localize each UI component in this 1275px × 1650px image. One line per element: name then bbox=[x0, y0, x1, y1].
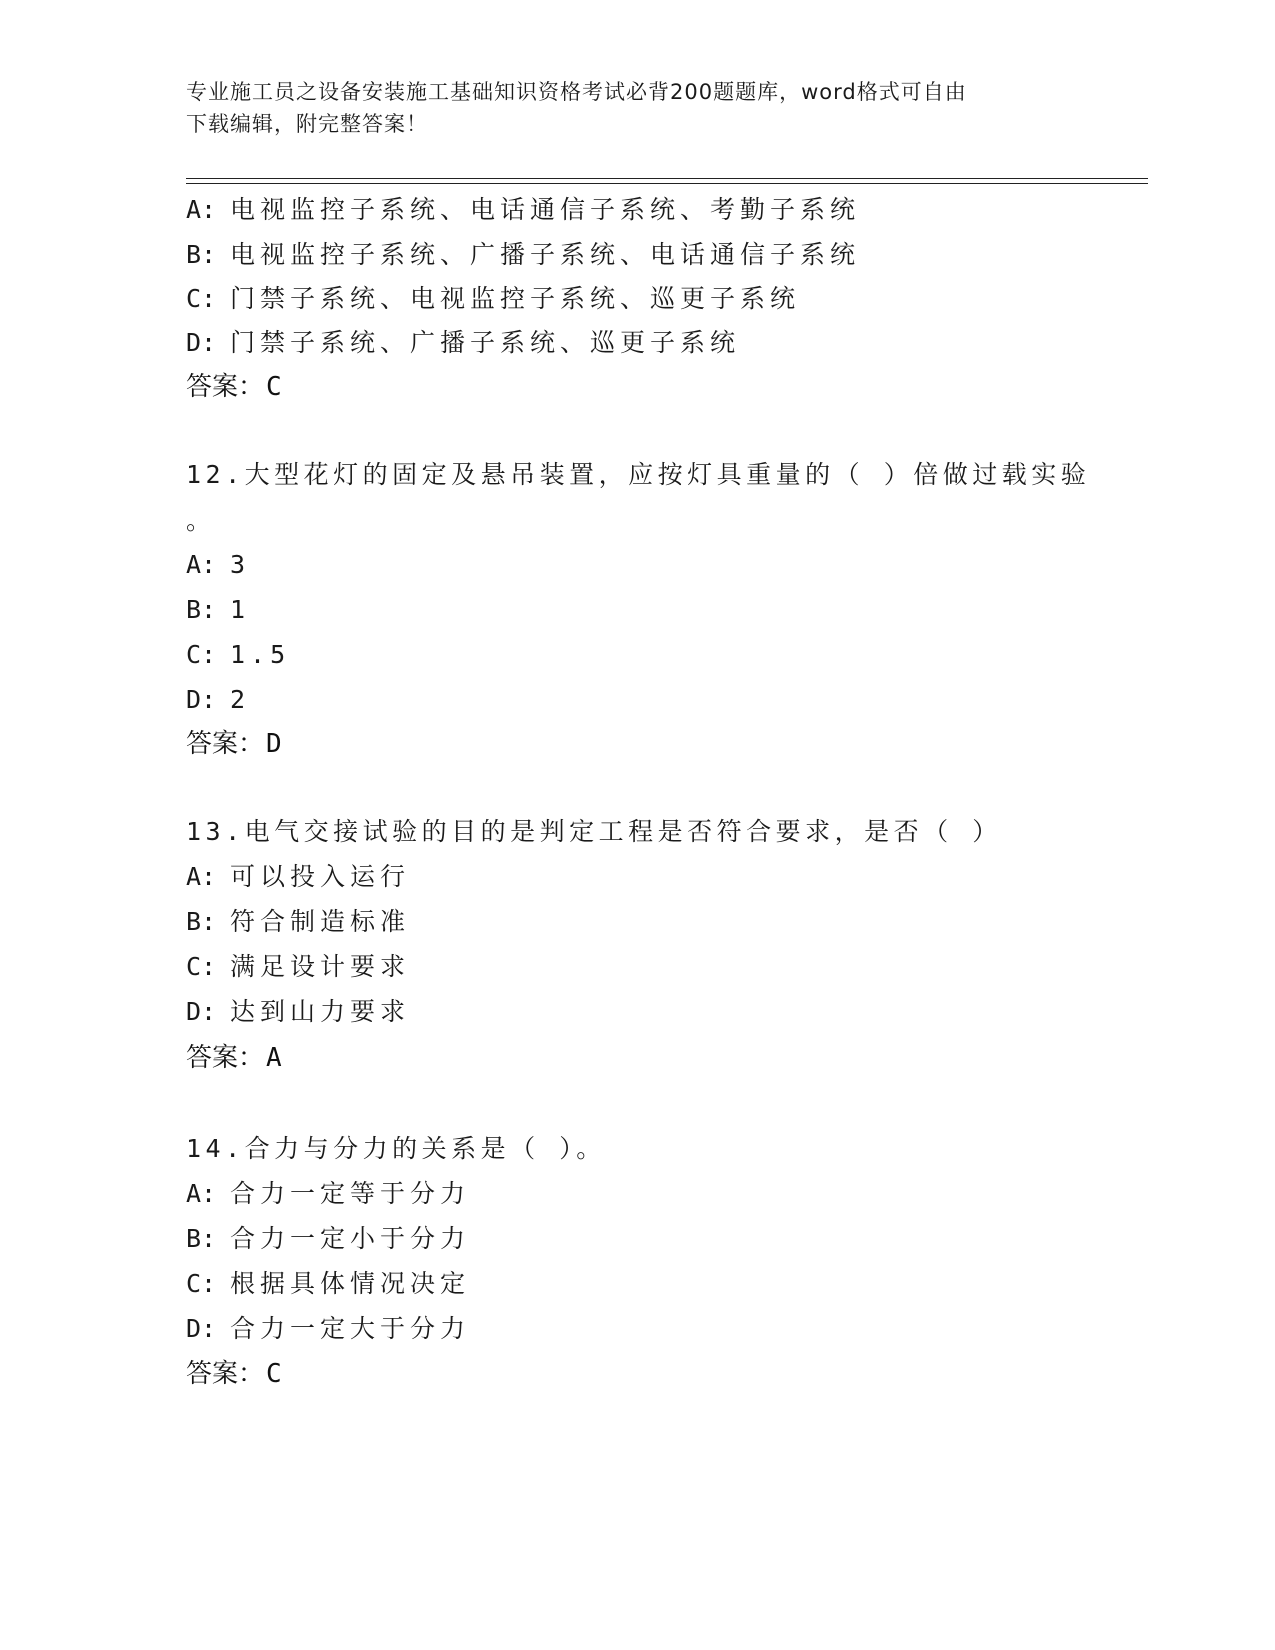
answer-value: C bbox=[266, 372, 282, 402]
q12-option-a bbox=[186, 549, 250, 581]
option-text: 门禁子系统、电视监控子系统、巡更子系统 bbox=[230, 284, 801, 313]
q14-option-d bbox=[186, 1313, 470, 1345]
option-text: 根据具体情况决定 bbox=[230, 1269, 471, 1298]
q12-option-b bbox=[186, 594, 250, 626]
option-label: A: bbox=[186, 195, 217, 224]
option-label: A: bbox=[186, 550, 217, 579]
option-label: C: bbox=[186, 952, 217, 981]
q14-answer bbox=[186, 1357, 282, 1391]
header-line-1: 专业施工员之设备安装施工基础知识资格考试必背200题题库，word格式可自由 bbox=[186, 80, 967, 104]
answer-value: C bbox=[266, 1359, 282, 1389]
option-text: 3 bbox=[230, 550, 251, 579]
option-label: D: bbox=[186, 1314, 217, 1343]
option-label: A: bbox=[186, 1179, 217, 1208]
q13-answer bbox=[186, 1041, 282, 1075]
document-header bbox=[186, 76, 1086, 140]
header-divider-top bbox=[186, 178, 1148, 179]
q11-option-c bbox=[186, 283, 800, 315]
q11-option-a bbox=[186, 194, 860, 226]
q13-option-d bbox=[186, 996, 410, 1028]
q12-option-d bbox=[186, 684, 250, 716]
option-text: 1 bbox=[230, 595, 251, 624]
option-label: B: bbox=[186, 907, 217, 936]
q12-option-c bbox=[186, 639, 290, 671]
q12-answer bbox=[186, 727, 282, 761]
option-label: B: bbox=[186, 1224, 217, 1253]
header-line-2: 下载编辑，附完整答案！ bbox=[186, 112, 428, 136]
answer-label: 答案： bbox=[186, 1043, 265, 1073]
q13-option-a bbox=[186, 861, 410, 893]
q11-answer bbox=[186, 370, 282, 404]
q12-stem-line-2: 。 bbox=[186, 506, 216, 535]
option-label: C: bbox=[186, 284, 217, 313]
q14-option-a bbox=[186, 1178, 470, 1210]
option-label: D: bbox=[186, 685, 217, 714]
answer-value: D bbox=[266, 729, 282, 759]
option-text: 2 bbox=[230, 685, 251, 714]
answer-label: 答案： bbox=[186, 1359, 265, 1389]
q11-option-d bbox=[186, 327, 740, 359]
option-text: 合力一定大于分力 bbox=[230, 1314, 471, 1343]
option-text: 满足设计要求 bbox=[230, 952, 411, 981]
option-text: 电视监控子系统、广播子系统、电话通信子系统 bbox=[230, 240, 861, 269]
option-text: 达到山力要求 bbox=[230, 997, 411, 1026]
option-label: B: bbox=[186, 240, 217, 269]
answer-value: A bbox=[266, 1043, 282, 1073]
option-label: D: bbox=[186, 328, 217, 357]
q14-option-b bbox=[186, 1223, 470, 1255]
option-text: 门禁子系统、广播子系统、巡更子系统 bbox=[230, 328, 741, 357]
q13-option-b bbox=[186, 906, 410, 938]
q14-option-c bbox=[186, 1268, 470, 1300]
option-text: 符合制造标准 bbox=[230, 907, 411, 936]
option-label: A: bbox=[186, 862, 217, 891]
q12-stem-line-1: 12.大型花灯的固定及悬吊装置，应按灯具重量的（ ）倍做过载实验 bbox=[186, 460, 1091, 489]
q11-option-b bbox=[186, 239, 860, 271]
option-text: 合力一定小于分力 bbox=[230, 1224, 471, 1253]
option-label: B: bbox=[186, 595, 217, 624]
option-label: C: bbox=[186, 640, 217, 669]
q13-option-c bbox=[186, 951, 410, 983]
answer-label: 答案： bbox=[186, 729, 265, 759]
answer-label: 答案： bbox=[186, 372, 265, 402]
option-text: 可以投入运行 bbox=[230, 862, 411, 891]
option-label: C: bbox=[186, 1269, 217, 1298]
option-label: D: bbox=[186, 997, 217, 1026]
q13-stem: 13.电气交接试验的目的是判定工程是否符合要求，是否（ ） bbox=[186, 817, 1002, 846]
option-text: 合力一定等于分力 bbox=[230, 1179, 471, 1208]
option-text: 电视监控子系统、电话通信子系统、考勤子系统 bbox=[230, 195, 861, 224]
q14-stem: 14.合力与分力的关系是（ ）。 bbox=[186, 1134, 606, 1163]
header-divider-bottom bbox=[186, 183, 1148, 184]
option-text: 1.5 bbox=[230, 640, 291, 669]
